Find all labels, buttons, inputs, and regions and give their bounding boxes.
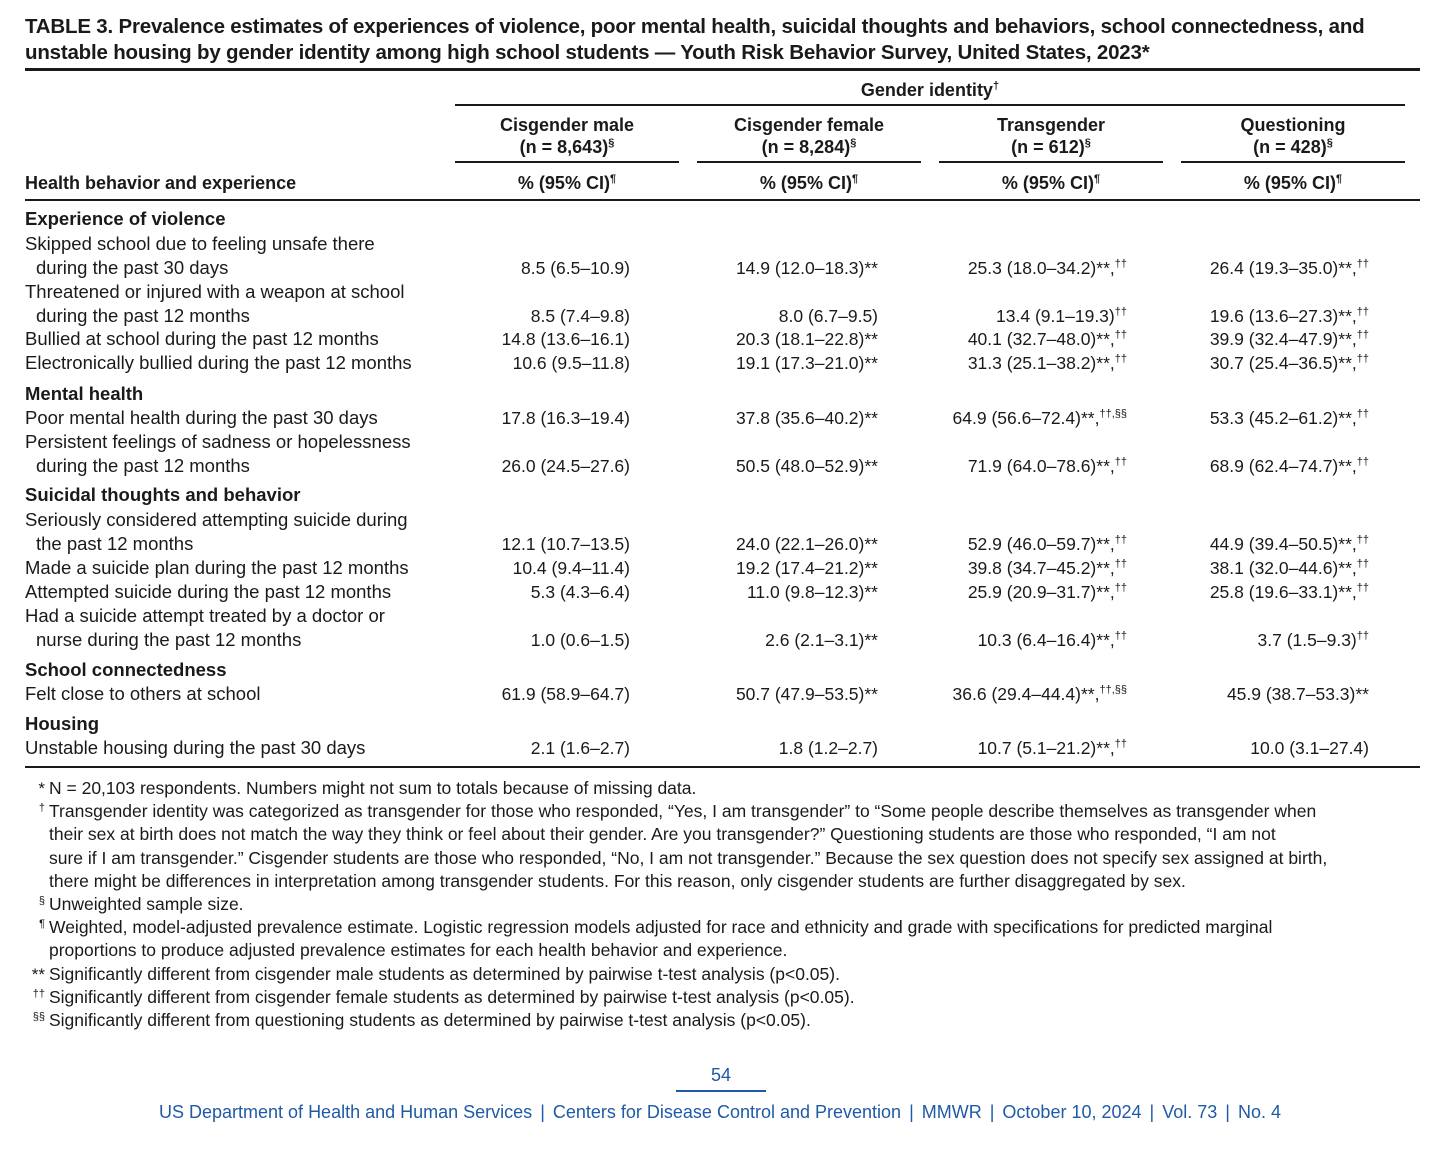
cell-value: 39.9 (32.4–47.9)**, xyxy=(1209,329,1357,349)
cell-value: 2.6 (2.1–3.1)** xyxy=(765,630,878,650)
table-cell xyxy=(736,556,878,580)
footnote-line: proportions to produce adjusted prevalence estimates for each health behavior and experience. xyxy=(49,940,788,961)
footer-separator: | xyxy=(1149,1102,1155,1122)
row-label-line: Made a suicide plan during the past 12 months xyxy=(25,557,409,578)
cell-value: 1.0 (0.6–1.5) xyxy=(530,630,630,650)
significance-mark: †† xyxy=(1114,306,1127,318)
footer-item[interactable]: US Department of Health and Human Services xyxy=(159,1102,533,1122)
table-cell xyxy=(736,682,878,706)
table-cell xyxy=(968,454,1127,478)
cell-value: 2.1 (1.6–2.7) xyxy=(530,738,630,758)
cell-value: 64.9 (56.6–72.4)**, xyxy=(952,408,1100,428)
significance-mark: †† xyxy=(1356,534,1369,546)
row-label xyxy=(25,232,375,280)
section-heading: Housing xyxy=(25,713,99,734)
table-cell xyxy=(736,351,878,375)
significance-mark: †† xyxy=(1356,329,1369,341)
table-cell xyxy=(1210,351,1369,375)
table-cell xyxy=(513,351,630,375)
significance-mark: †† xyxy=(1356,630,1369,642)
footnote-symbol-mark: §§ xyxy=(32,1011,45,1024)
significance-mark: †† xyxy=(1114,630,1127,642)
table-cell xyxy=(953,682,1127,706)
cell-value: 44.9 (39.4–50.5)**, xyxy=(1209,534,1357,554)
significance-mark: †† xyxy=(1356,408,1369,420)
footnote-line: Weighted, model-adjusted prevalence estimate. Logistic regression models adjusted for race and ethnicity and grade with specifications for predicted marginal xyxy=(49,917,1273,938)
cell-value: 17.8 (16.3–19.4) xyxy=(501,408,630,428)
row-label-line: the past 12 months xyxy=(36,533,194,554)
cell-value: 38.1 (32.0–44.6)**, xyxy=(1209,558,1357,578)
footnote-line: Significantly different from cisgender female students as determined by pairwise t-test analysis (p<0.05). xyxy=(49,986,855,1007)
row-label-line: Had a suicide attempt treated by a doctor or xyxy=(25,605,385,626)
cell-value: 25.8 (19.6–33.1)**, xyxy=(1209,582,1357,602)
table-cell xyxy=(736,406,878,430)
cell-value: 36.6 (29.4–44.4)**, xyxy=(952,684,1100,704)
cell-value: 10.3 (6.4–16.4)**, xyxy=(977,630,1115,650)
table-cell xyxy=(968,532,1127,556)
cell-value: 25.3 (18.0–34.2)**, xyxy=(967,258,1115,278)
cell-value: 24.0 (22.1–26.0)** xyxy=(735,534,878,554)
section-heading: Experience of violence xyxy=(25,208,226,229)
row-label xyxy=(25,327,379,351)
footnote-symbol xyxy=(25,963,45,986)
footnotes xyxy=(25,777,1420,1032)
row-label-line: Bullied at school during the past 12 months xyxy=(25,328,379,349)
footnote-line: their sex at birth does not match the way they think or feel about their gender. Are you transgender?” Questioning students are those who responded, “I am not xyxy=(49,824,1276,845)
table-cell xyxy=(502,532,630,556)
footnote-symbol xyxy=(25,777,45,800)
row-label-line: Poor mental health during the past 30 days xyxy=(25,407,378,428)
cell-value: 61.9 (58.9–64.7) xyxy=(501,684,630,704)
table-cell xyxy=(736,327,878,351)
table-cell xyxy=(968,327,1127,351)
table-cell xyxy=(968,556,1127,580)
table-cell xyxy=(978,736,1127,760)
row-label xyxy=(25,736,365,760)
table-cell xyxy=(531,736,630,760)
footnote-line: sure if I am transgender.” Cisgender students are those who responded, “No, I am not transgender.” Because the sex question does not specify sex assigned at birth, xyxy=(49,847,1328,868)
column-header-cisgender-female: Cisgender female (n = 8,284)§ xyxy=(733,115,885,157)
table-cell xyxy=(521,256,630,280)
row-label xyxy=(25,280,405,328)
row-label-line: Felt close to others at school xyxy=(25,683,261,704)
row-label xyxy=(25,406,378,430)
row-label-line: Unstable housing during the past 30 days xyxy=(25,737,366,758)
table-cell xyxy=(747,580,878,604)
footer-separator: | xyxy=(909,1102,914,1122)
cell-value: 14.8 (13.6–16.1) xyxy=(501,329,630,349)
footer-separator: | xyxy=(989,1102,995,1122)
footer-item[interactable]: No. 4 xyxy=(1237,1102,1281,1122)
table-cell xyxy=(531,580,630,604)
title-rule xyxy=(25,68,1420,71)
cell-value: 8.5 (6.5–10.9) xyxy=(521,258,630,278)
significance-mark: †† xyxy=(1114,456,1127,468)
cell-value: 10.7 (5.1–21.2)**, xyxy=(977,738,1115,758)
table-cell xyxy=(1210,327,1369,351)
significance-mark: †† xyxy=(1114,534,1127,546)
footnote-symbol-mark: § xyxy=(38,895,45,908)
row-label-line: Seriously considered attempting suicide during xyxy=(25,509,408,530)
row-label-line: Skipped school due to feeling unsafe there xyxy=(25,233,375,254)
row-label-line: Threatened or injured with a weapon at school xyxy=(25,281,405,302)
column-header-questioning: Questioning (n = 428)§ xyxy=(1240,115,1346,157)
cell-value: 19.2 (17.4–21.2)** xyxy=(735,558,878,578)
row-label-line: nurse during the past 12 months xyxy=(36,629,302,650)
footnote-symbol xyxy=(25,800,45,823)
row-label xyxy=(25,580,391,604)
footer-item[interactable]: Centers for Disease Control and Prevention xyxy=(552,1102,902,1122)
table-cell xyxy=(779,736,878,760)
significance-mark: †† xyxy=(1114,582,1127,594)
section-heading: Suicidal thoughts and behavior xyxy=(25,484,301,505)
table-cell xyxy=(1210,406,1369,430)
column-rule xyxy=(697,161,921,163)
significance-mark: †† xyxy=(1114,558,1127,570)
significance-mark: †† xyxy=(1114,738,1127,750)
cell-value: 14.9 (12.0–18.3)** xyxy=(735,258,878,278)
table-cell xyxy=(765,628,878,652)
footnote-symbol xyxy=(25,916,45,939)
row-label xyxy=(25,604,385,652)
cell-value: 30.7 (25.4–36.5)**, xyxy=(1209,353,1357,373)
section-heading: Mental health xyxy=(25,383,144,404)
cell-value: 26.4 (19.3–35.0)**, xyxy=(1209,258,1357,278)
significance-mark: †† xyxy=(1114,353,1127,365)
column-rule xyxy=(455,161,679,163)
row-label-line: during the past 30 days xyxy=(36,257,229,278)
footnote-symbol-mark: † xyxy=(38,802,45,815)
row-label xyxy=(25,556,409,580)
footnote-line: Transgender identity was categorized as transgender for those who responded, “Yes, I am transgender” to “Some people describe themselves as transgender when xyxy=(49,801,1317,822)
cell-value: 13.4 (9.1–19.3) xyxy=(996,306,1115,326)
footnote-line: Significantly different from questioning students as determined by pairwise t-test analysis (p<0.05). xyxy=(49,1010,811,1031)
page-number: 54 xyxy=(710,1065,732,1085)
footnote-line: there might be differences in interpretation among transgender students. For this reason, only cisgender students are further disaggregated by sex. xyxy=(49,870,1186,891)
table-cell xyxy=(968,580,1127,604)
significance-mark: †† xyxy=(1356,258,1369,270)
table-cell xyxy=(1210,304,1369,328)
cell-value: 19.6 (13.6–27.3)**, xyxy=(1209,306,1357,326)
spanner-rule xyxy=(455,104,1405,106)
page-number-rule xyxy=(676,1090,766,1092)
significance-mark: †† xyxy=(1356,582,1369,594)
footnote xyxy=(25,800,1420,893)
stat-header: % (95% CI)¶ xyxy=(1001,173,1101,193)
footnote-symbol-mark: ** xyxy=(31,964,45,984)
row-label-line: Electronically bullied during the past 12 months xyxy=(25,352,412,373)
significance-mark: ††,§§ xyxy=(1099,684,1127,696)
row-label xyxy=(25,351,412,375)
cell-value: 45.9 (38.7–53.3)** xyxy=(1226,684,1369,704)
table-cell xyxy=(1210,256,1369,280)
page-footer xyxy=(0,1100,1440,1124)
significance-mark: †† xyxy=(1356,306,1369,318)
row-label-line: during the past 12 months xyxy=(36,305,250,326)
cell-value: 8.5 (7.4–9.8) xyxy=(530,306,630,326)
significance-mark: †† xyxy=(1356,353,1369,365)
table-cell xyxy=(953,406,1127,430)
table-cell xyxy=(1258,628,1369,652)
cell-value: 50.5 (48.0–52.9)** xyxy=(735,456,878,476)
cell-value: 1.8 (1.2–2.7) xyxy=(778,738,878,758)
table-cell xyxy=(502,406,630,430)
stub-header: Health behavior and experience xyxy=(25,173,297,193)
cell-value: 31.3 (25.1–38.2)**, xyxy=(967,353,1115,373)
table-cell xyxy=(502,682,630,706)
cell-value: 68.9 (62.4–74.7)**, xyxy=(1209,456,1357,476)
cell-value: 40.1 (32.7–48.0)**, xyxy=(967,329,1115,349)
column-header-cisgender-male: Cisgender male (n = 8,643)§ xyxy=(499,115,635,157)
footnote-line: N = 20,103 respondents. Numbers might not sum to totals because of missing data. xyxy=(49,778,697,798)
column-header-transgender: Transgender (n = 612)§ xyxy=(996,115,1106,157)
cell-value: 5.3 (4.3–6.4) xyxy=(530,582,630,602)
cell-value: 20.3 (18.1–22.8)** xyxy=(735,329,878,349)
table-cell xyxy=(779,304,878,328)
footnote-symbol-mark: ¶ xyxy=(39,918,45,931)
cell-value: 3.7 (1.5–9.3) xyxy=(1257,630,1357,650)
significance-mark: †† xyxy=(1114,258,1127,270)
footer-separator: | xyxy=(540,1102,545,1122)
cell-value: 8.0 (6.7–9.5) xyxy=(778,306,878,326)
footer-item[interactable]: October 10, 2024 xyxy=(1002,1102,1142,1122)
section-heading: School connectedness xyxy=(25,659,227,680)
row-label-line: Persistent feelings of sadness or hopelessness xyxy=(25,431,411,452)
table-title: TABLE 3. Prevalence estimates of experiences of violence, poor mental health, suicidal thoughts and behaviors, school connectedness, and unstable housing by gender identity among high school students — Youth Risk Behavior Survey, United States, 2023* xyxy=(25,15,1365,64)
table-cell xyxy=(531,304,630,328)
spanner-header: Gender identity† xyxy=(860,80,1000,100)
column-rule xyxy=(939,161,1163,163)
table-cell xyxy=(531,628,630,652)
stat-header: % (95% CI)¶ xyxy=(1243,173,1343,193)
significance-mark: †† xyxy=(1356,558,1369,570)
table-cell xyxy=(1210,556,1369,580)
column-rule xyxy=(1181,161,1405,163)
cell-value: 39.8 (34.7–45.2)**, xyxy=(967,558,1115,578)
cell-value: 10.0 (3.1–27.4) xyxy=(1250,738,1369,758)
stat-header: % (95% CI)¶ xyxy=(759,173,859,193)
row-label xyxy=(25,430,411,478)
footnote-symbol-mark: †† xyxy=(32,987,45,1000)
header-rule xyxy=(25,199,1420,201)
footnote-symbol-mark: * xyxy=(38,779,45,798)
table-cell xyxy=(502,327,630,351)
cell-value: 25.9 (20.9–31.7)**, xyxy=(967,582,1115,602)
footnote-symbol xyxy=(25,986,45,1009)
cell-value: 52.9 (46.0–59.7)**, xyxy=(967,534,1115,554)
footnote-symbol xyxy=(25,1009,45,1032)
table-cell xyxy=(736,532,878,556)
significance-mark: †† xyxy=(1114,329,1127,341)
cell-value: 19.1 (17.3–21.0)** xyxy=(735,353,878,373)
table-cell xyxy=(1227,682,1369,706)
table-cell xyxy=(1250,736,1369,760)
footnote xyxy=(25,986,1420,1009)
footnote xyxy=(25,1009,1420,1032)
footnote xyxy=(25,777,1420,800)
table-cell xyxy=(978,628,1127,652)
table-cell xyxy=(1210,580,1369,604)
table-cell xyxy=(996,304,1127,328)
cell-value: 37.8 (35.6–40.2)** xyxy=(735,408,878,428)
significance-mark: †† xyxy=(1356,456,1369,468)
cell-value: 10.4 (9.4–11.4) xyxy=(512,558,630,578)
table-cell xyxy=(968,351,1127,375)
cell-value: 53.3 (45.2–61.2)**, xyxy=(1209,408,1357,428)
footnote xyxy=(25,916,1420,962)
row-label xyxy=(25,508,408,556)
footer-item[interactable]: MMWR xyxy=(921,1102,982,1122)
row-label xyxy=(25,682,260,706)
footnote-symbol xyxy=(25,893,45,916)
table-cell xyxy=(736,256,878,280)
row-label-line: during the past 12 months xyxy=(36,455,250,476)
footnote-line: Unweighted sample size. xyxy=(49,894,244,915)
footnote xyxy=(25,893,1420,916)
footer-separator: | xyxy=(1225,1102,1230,1122)
cell-value: 12.1 (10.7–13.5) xyxy=(501,534,630,554)
table-cell xyxy=(513,556,630,580)
table-cell xyxy=(1210,532,1369,556)
table-cell xyxy=(1210,454,1369,478)
footnote xyxy=(25,963,1420,986)
cell-value: 71.9 (64.0–78.6)**, xyxy=(967,456,1115,476)
row-label-line: Attempted suicide during the past 12 months xyxy=(25,581,392,602)
footnote-line: Significantly different from cisgender male students as determined by pairwise t-test analysis (p<0.05). xyxy=(49,963,840,984)
footer-item[interactable]: Vol. 73 xyxy=(1162,1102,1218,1122)
cell-value: 11.0 (9.8–12.3)** xyxy=(746,582,878,602)
table-bottom-rule xyxy=(25,766,1420,768)
significance-mark: ††,§§ xyxy=(1099,408,1127,420)
stat-header: % (95% CI)¶ xyxy=(517,173,617,193)
table-cell xyxy=(736,454,878,478)
cell-value: 50.7 (47.9–53.5)** xyxy=(735,684,878,704)
cell-value: 26.0 (24.5–27.6) xyxy=(501,456,630,476)
table-cell xyxy=(968,256,1127,280)
cell-value: 10.6 (9.5–11.8) xyxy=(512,353,630,373)
table-cell xyxy=(502,454,630,478)
